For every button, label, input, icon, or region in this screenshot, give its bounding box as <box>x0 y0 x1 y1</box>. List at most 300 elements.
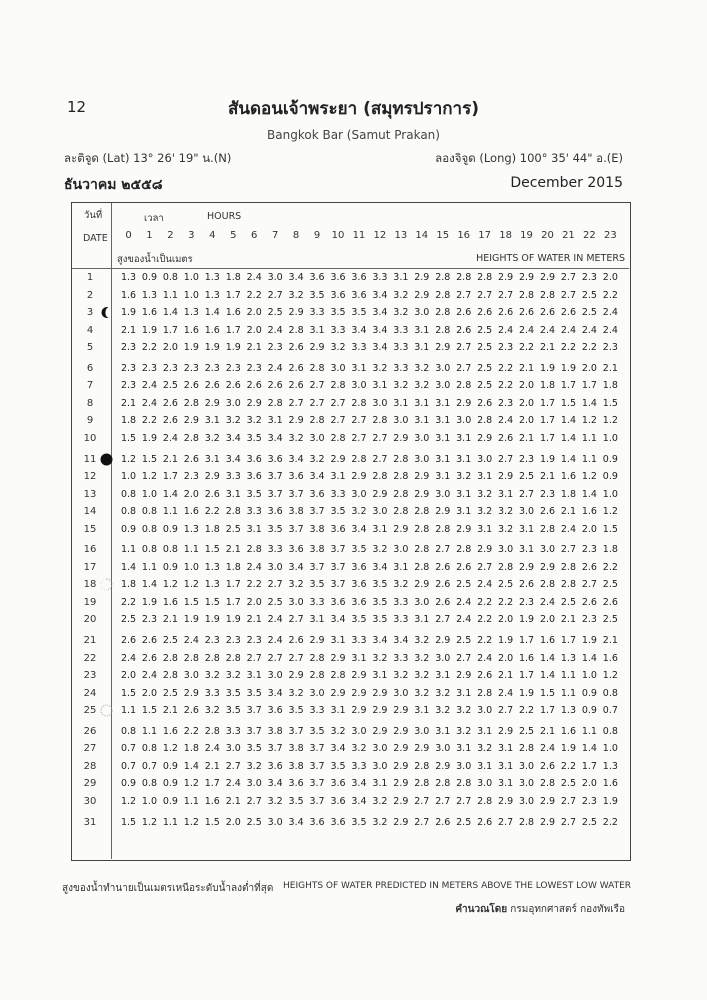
height-cell: 0.8 <box>141 778 157 790</box>
height-cell: 3.5 <box>246 743 262 755</box>
height-cell: 1.8 <box>602 544 618 556</box>
height-cell: 3.5 <box>246 488 262 500</box>
height-cell: 3.7 <box>309 743 325 755</box>
height-cell: 3.5 <box>288 705 304 717</box>
height-cell: 3.3 <box>372 272 388 283</box>
height-cell: 2.8 <box>309 415 325 427</box>
height-cell: 2.7 <box>267 289 283 301</box>
height-cell: 1.3 <box>141 289 157 301</box>
height-cell: 2.8 <box>393 488 409 500</box>
height-cell: 2.8 <box>518 743 535 755</box>
height-cell: 3.3 <box>393 342 409 354</box>
date-cell: 14 <box>83 506 97 518</box>
height-cell: 2.2 <box>498 362 514 374</box>
height-cell: 3.0 <box>309 687 325 699</box>
height-cell: 3.2 <box>288 289 304 301</box>
height-cell: 2.8 <box>393 453 409 465</box>
height-cell: 3.1 <box>309 614 325 626</box>
height-cell: 3.4 <box>393 635 409 646</box>
height-cell: 2.8 <box>372 471 388 483</box>
height-cell: 1.5 <box>120 687 137 699</box>
hour-header-cell: 19 <box>520 230 533 241</box>
height-cell: 1.2 <box>141 471 157 483</box>
height-cell: 2.3 <box>120 342 137 354</box>
height-cell: 2.4 <box>246 561 262 573</box>
height-cell: 1.3 <box>183 307 199 319</box>
height-cell: 2.4 <box>498 415 514 427</box>
height-cell: 2.2 <box>120 596 137 608</box>
height-cell: 2.3 <box>183 471 199 483</box>
height-cell: 0.8 <box>602 725 618 737</box>
height-cell: 3.1 <box>330 635 346 646</box>
height-cell: 2.7 <box>267 579 283 591</box>
height-cell: 2.3 <box>539 488 556 500</box>
height-cell: 1.4 <box>581 397 597 409</box>
height-cell: 3.1 <box>435 471 451 483</box>
date-cell: 31 <box>83 816 97 828</box>
height-cell: 3.0 <box>288 596 304 608</box>
height-cell: 3.6 <box>351 579 367 591</box>
height-cell: 2.7 <box>498 453 514 465</box>
height-cell: 2.8 <box>414 760 430 772</box>
height-cell: 1.0 <box>602 743 618 755</box>
height-cell: 3.1 <box>414 397 430 409</box>
height-cell: 2.5 <box>162 635 178 646</box>
hour-header-cell: 10 <box>331 230 345 241</box>
height-cell: 2.8 <box>204 652 220 664</box>
height-cell: 2.3 <box>581 544 597 556</box>
height-cell: 3.3 <box>393 596 409 608</box>
height-cell: 2.9 <box>539 795 556 807</box>
height-cell: 1.6 <box>560 471 576 483</box>
height-cell: 3.5 <box>330 506 346 518</box>
height-cell: 2.5 <box>456 579 472 591</box>
moon-phase-first-quarter-icon <box>100 578 113 591</box>
height-cell: 2.2 <box>477 635 493 646</box>
height-cell: 2.8 <box>393 506 409 518</box>
height-cell: 3.2 <box>351 743 367 755</box>
height-cell: 3.7 <box>309 760 325 772</box>
height-cell: 1.8 <box>225 561 241 573</box>
height-cell: 2.5 <box>225 523 241 535</box>
height-cell: 1.9 <box>518 687 535 699</box>
height-cell: 2.6 <box>288 635 304 646</box>
height-cell: 2.1 <box>602 635 618 646</box>
height-cell: 2.8 <box>309 670 325 682</box>
height-cell: 2.8 <box>456 272 472 283</box>
height-cell: 2.8 <box>162 652 178 664</box>
height-cell: 2.9 <box>351 687 367 699</box>
height-cell: 2.7 <box>456 362 472 374</box>
height-cell: 3.1 <box>435 432 451 444</box>
height-cell: 3.0 <box>393 415 409 427</box>
height-cell: 3.1 <box>435 397 451 409</box>
date-cell: 7 <box>86 380 94 392</box>
height-cell: 3.1 <box>330 705 346 717</box>
height-cell: 3.4 <box>288 561 304 573</box>
height-cell: 3.6 <box>330 795 346 807</box>
time-header-thai: เวลา <box>144 213 164 224</box>
height-cell: 3.0 <box>477 705 493 717</box>
height-cell: 2.0 <box>581 778 597 790</box>
height-cell: 2.9 <box>204 397 220 409</box>
height-cell: 2.8 <box>330 380 346 392</box>
hour-header-cell: 20 <box>541 230 554 241</box>
height-cell: 2.8 <box>435 289 451 301</box>
height-cell: 2.7 <box>560 816 576 828</box>
height-cell: 3.5 <box>372 596 388 608</box>
height-cell: 2.2 <box>498 596 514 608</box>
height-cell: 2.9 <box>393 816 409 828</box>
height-cell: 2.7 <box>246 652 262 664</box>
height-cell: 2.6 <box>225 380 241 392</box>
footer-note-en: HEIGHTS OF WATER PREDICTED IN METERS ABOVE THE LOWEST LOW WATER <box>283 881 632 891</box>
height-cell: 0.8 <box>141 544 157 556</box>
height-cell: 2.6 <box>120 635 137 646</box>
height-cell: 1.4 <box>581 488 597 500</box>
height-cell: 1.0 <box>183 561 199 573</box>
height-cell: 2.3 <box>141 362 157 374</box>
height-cell: 2.6 <box>477 307 493 319</box>
height-cell: 3.0 <box>225 397 241 409</box>
height-cell: 0.9 <box>162 523 178 535</box>
header-divider <box>72 268 629 269</box>
height-cell: 2.0 <box>141 687 157 699</box>
hour-header-cell: 7 <box>271 230 279 241</box>
height-cell: 2.2 <box>518 342 535 354</box>
height-cell: 1.8 <box>602 380 618 392</box>
height-cell: 3.7 <box>267 743 283 755</box>
height-cell: 1.2 <box>183 778 199 790</box>
date-cell: 29 <box>83 778 97 790</box>
height-cell: 2.4 <box>183 635 199 646</box>
height-cell: 3.5 <box>309 289 325 301</box>
height-cell: 3.3 <box>393 652 409 664</box>
height-cell: 3.1 <box>456 432 472 444</box>
height-cell: 1.9 <box>141 324 157 336</box>
height-cell: 2.1 <box>539 725 556 737</box>
hour-header-cell: 3 <box>188 230 195 241</box>
height-header-en: HEIGHTS OF WATER IN METERS <box>476 253 625 264</box>
height-cell: 2.9 <box>393 725 409 737</box>
height-cell: 3.4 <box>372 289 388 301</box>
height-cell: 1.7 <box>518 670 535 682</box>
height-cell: 0.9 <box>120 523 137 535</box>
hour-header-cell: 17 <box>478 230 491 241</box>
moon-phase-full-icon <box>100 704 113 717</box>
height-cell: 2.6 <box>498 307 514 319</box>
height-cell: 3.0 <box>267 272 283 283</box>
height-cell: 1.3 <box>204 561 220 573</box>
date-cell: 24 <box>83 687 97 699</box>
height-cell: 1.5 <box>120 432 137 444</box>
height-cell: 2.8 <box>351 453 367 465</box>
height-cell: 2.4 <box>477 579 493 591</box>
height-cell: 2.8 <box>477 415 493 427</box>
height-cell: 2.5 <box>477 324 493 336</box>
credit-label: คำนวณโดย <box>455 904 508 915</box>
height-cell: 1.4 <box>120 561 137 573</box>
height-cell: 2.1 <box>246 614 262 626</box>
height-cell: 3.4 <box>330 614 346 626</box>
height-cell: 2.8 <box>309 362 325 374</box>
height-cell: 3.2 <box>456 471 472 483</box>
height-cell: 3.2 <box>288 687 304 699</box>
height-cell: 3.1 <box>477 725 493 737</box>
height-cell: 3.6 <box>267 506 283 518</box>
height-cell: 3.6 <box>288 778 304 790</box>
height-cell: 2.6 <box>477 397 493 409</box>
height-cell: 2.7 <box>435 614 451 626</box>
height-cell: 2.6 <box>183 380 199 392</box>
height-cell: 3.5 <box>330 760 346 772</box>
height-cell: 3.2 <box>330 725 346 737</box>
height-cell: 3.7 <box>330 561 346 573</box>
hour-header-cell: 6 <box>251 230 258 241</box>
height-cell: 3.1 <box>225 488 241 500</box>
footer-credit <box>455 902 625 917</box>
height-cell: 3.4 <box>309 471 325 483</box>
height-cell: 1.5 <box>141 705 157 717</box>
height-cell: 2.8 <box>330 432 346 444</box>
height-cell: 3.0 <box>393 544 409 556</box>
height-cell: 2.7 <box>351 432 367 444</box>
height-cell: 2.7 <box>560 544 576 556</box>
height-cell: 2.4 <box>560 523 576 535</box>
height-cell: 3.1 <box>456 743 472 755</box>
height-cell: 0.9 <box>602 453 618 465</box>
height-cell: 2.4 <box>456 596 472 608</box>
height-cell: 1.3 <box>183 523 199 535</box>
height-cell: 3.2 <box>414 362 430 374</box>
height-cell: 3.4 <box>372 324 388 336</box>
date-cell: 27 <box>83 743 97 755</box>
height-cell: 1.2 <box>120 453 137 465</box>
height-cell: 2.0 <box>246 324 262 336</box>
height-cell: 2.8 <box>414 561 430 573</box>
height-cell: 2.4 <box>225 778 241 790</box>
height-cell: 2.4 <box>162 432 178 444</box>
height-cell: 0.8 <box>120 488 137 500</box>
height-cell: 3.6 <box>351 596 367 608</box>
date-cell: 5 <box>86 342 94 354</box>
height-cell: 3.0 <box>518 506 535 518</box>
height-cell: 2.7 <box>456 342 472 354</box>
height-cell: 1.5 <box>183 596 199 608</box>
height-cell: 2.0 <box>602 272 618 283</box>
height-cell: 1.2 <box>183 579 199 591</box>
height-cell: 2.7 <box>288 652 304 664</box>
height-cell: 0.8 <box>602 687 618 699</box>
height-cell: 2.6 <box>435 579 451 591</box>
height-cell: 3.3 <box>246 506 262 518</box>
height-cell: 2.7 <box>498 289 514 301</box>
height-cell: 3.1 <box>246 670 262 682</box>
height-cell: 3.0 <box>456 760 472 772</box>
height-cell: 2.1 <box>560 614 576 626</box>
height-cell: 2.1 <box>120 324 137 336</box>
height-cell: 3.0 <box>330 362 346 374</box>
height-cell: 3.0 <box>477 453 493 465</box>
height-cell: 3.1 <box>477 471 493 483</box>
height-cell: 3.1 <box>330 471 346 483</box>
height-cell: 2.7 <box>581 579 597 591</box>
height-cell: 1.3 <box>560 652 576 664</box>
height-cell: 1.9 <box>204 342 220 354</box>
height-cell: 2.6 <box>560 307 576 319</box>
height-cell: 3.2 <box>393 307 409 319</box>
height-cell: 2.8 <box>456 380 472 392</box>
height-cell: 3.1 <box>435 415 451 427</box>
height-cell: 1.1 <box>120 705 137 717</box>
height-cell: 3.2 <box>435 687 451 699</box>
height-cell: 1.9 <box>141 432 157 444</box>
height-cell: 3.2 <box>372 652 388 664</box>
height-cell: 3.0 <box>435 362 451 374</box>
height-cell: 0.9 <box>162 778 178 790</box>
height-cell: 3.1 <box>477 523 493 535</box>
height-cell: 2.9 <box>183 415 199 427</box>
height-cell: 2.6 <box>498 432 514 444</box>
height-cell: 1.3 <box>602 760 618 772</box>
height-cell: 3.1 <box>518 523 535 535</box>
height-cell: 2.6 <box>581 596 597 608</box>
height-cell: 3.2 <box>204 432 220 444</box>
height-cell: 2.8 <box>518 289 535 301</box>
height-cell: 2.9 <box>372 725 388 737</box>
height-cell: 3.6 <box>330 596 346 608</box>
height-cell: 3.0 <box>435 380 451 392</box>
height-cell: 2.2 <box>560 760 576 772</box>
height-cell: 1.2 <box>602 415 618 427</box>
height-cell: 3.0 <box>351 488 367 500</box>
height-cell: 2.6 <box>141 652 157 664</box>
hour-header-cell: 23 <box>603 230 617 241</box>
height-cell: 2.4 <box>246 272 262 283</box>
height-cell: 3.2 <box>309 453 325 465</box>
height-cell: 2.9 <box>393 705 409 717</box>
height-cell: 1.7 <box>518 635 535 646</box>
date-cell: 21 <box>83 635 97 646</box>
height-cell: 2.4 <box>141 670 157 682</box>
height-cell: 2.8 <box>183 652 199 664</box>
height-cell: 3.6 <box>351 561 367 573</box>
height-cell: 3.4 <box>267 432 283 444</box>
height-cell: 2.6 <box>456 561 472 573</box>
height-cell: 3.4 <box>288 453 304 465</box>
height-cell: 2.3 <box>518 596 535 608</box>
height-cell: 2.6 <box>162 415 178 427</box>
height-cell: 1.4 <box>183 760 199 772</box>
height-cell: 2.0 <box>120 670 137 682</box>
height-cell: 2.9 <box>246 397 262 409</box>
height-cell: 1.4 <box>581 652 597 664</box>
date-cell: 26 <box>83 725 97 737</box>
height-cell: 2.8 <box>435 778 451 790</box>
height-cell: 2.5 <box>560 596 576 608</box>
height-cell: 3.1 <box>393 272 409 283</box>
height-cell: 3.0 <box>539 544 556 556</box>
height-cell: 3.2 <box>246 415 262 427</box>
height-cell: 1.0 <box>183 272 199 283</box>
height-cell: 0.9 <box>162 561 178 573</box>
height-cell: 2.7 <box>560 795 576 807</box>
height-cell: 2.4 <box>602 307 618 319</box>
height-cell: 2.0 <box>539 614 556 626</box>
height-cell: 1.0 <box>183 289 199 301</box>
hour-header-cell: 0 <box>125 230 132 241</box>
height-cell: 2.8 <box>435 324 451 336</box>
height-cell: 3.2 <box>393 289 409 301</box>
height-cell: 3.4 <box>225 432 241 444</box>
height-cell: 1.7 <box>225 596 241 608</box>
height-cell: 3.5 <box>309 579 325 591</box>
height-cell: 3.5 <box>351 614 367 626</box>
height-cell: 2.7 <box>477 289 493 301</box>
height-cell: 1.7 <box>162 324 178 336</box>
height-cell: 1.9 <box>560 743 576 755</box>
height-cell: 2.8 <box>225 506 241 518</box>
height-cell: 3.2 <box>477 506 493 518</box>
height-cell: 2.0 <box>246 307 262 319</box>
height-cell: 3.8 <box>309 544 325 556</box>
height-cell: 3.2 <box>393 380 409 392</box>
height-cell: 1.3 <box>560 705 576 717</box>
height-cell: 3.1 <box>372 380 388 392</box>
height-cell: 0.8 <box>141 743 157 755</box>
height-cell: 2.8 <box>183 432 199 444</box>
height-cell: 2.8 <box>498 561 514 573</box>
height-cell: 3.5 <box>330 307 346 319</box>
height-cell: 1.1 <box>120 544 137 556</box>
height-cell: 3.1 <box>456 453 472 465</box>
height-cell: 3.4 <box>372 307 388 319</box>
height-cell: 2.2 <box>602 289 618 301</box>
height-cell: 2.9 <box>393 523 409 535</box>
height-cell: 2.1 <box>539 471 556 483</box>
height-cell: 3.2 <box>477 743 493 755</box>
height-cell: 3.1 <box>456 687 472 699</box>
height-cell: 1.1 <box>581 725 597 737</box>
height-cell: 1.5 <box>204 544 220 556</box>
height-cell: 1.8 <box>560 488 576 500</box>
height-cell: 2.7 <box>372 432 388 444</box>
height-cell: 3.0 <box>414 453 430 465</box>
height-cell: 2.9 <box>393 743 409 755</box>
height-cell: 3.7 <box>246 725 262 737</box>
height-cell: 2.3 <box>225 362 241 374</box>
height-cell: 2.8 <box>204 725 220 737</box>
height-cell: 2.3 <box>162 362 178 374</box>
height-cell: 3.1 <box>393 561 409 573</box>
height-cell: 1.1 <box>162 289 178 301</box>
height-cell: 1.5 <box>602 397 618 409</box>
height-cell: 1.2 <box>183 816 199 828</box>
height-cell: 3.6 <box>288 544 304 556</box>
height-cell: 3.0 <box>518 778 535 790</box>
height-cell: 2.0 <box>518 397 535 409</box>
height-cell: 3.1 <box>498 743 514 755</box>
height-cell: 3.2 <box>351 506 367 518</box>
height-cell: 1.6 <box>204 324 220 336</box>
height-cell: 2.3 <box>225 635 241 646</box>
height-cell: 2.6 <box>539 506 556 518</box>
height-cell: 3.1 <box>204 453 220 465</box>
height-cell: 2.6 <box>183 453 199 465</box>
height-cell: 3.2 <box>330 342 346 354</box>
height-cell: 2.4 <box>498 324 514 336</box>
latitude-label: ละติจูด (Lat) 13° 26' 19" น.(N) <box>64 151 232 165</box>
